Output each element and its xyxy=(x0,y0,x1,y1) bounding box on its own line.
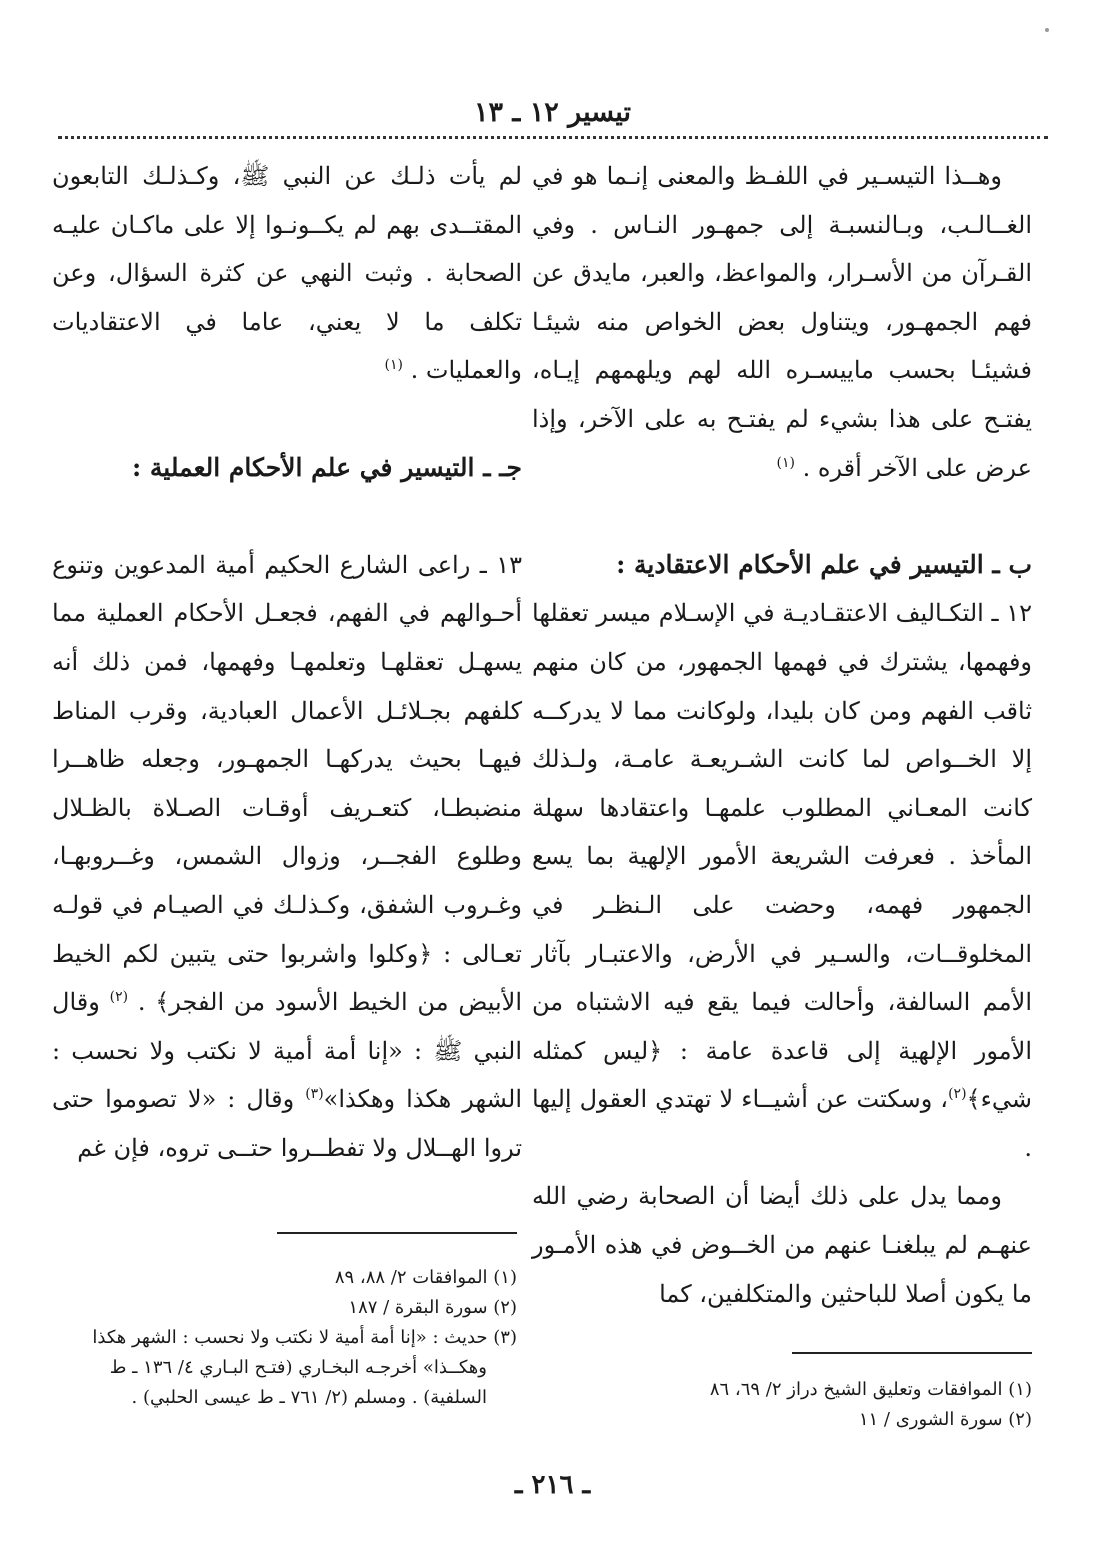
right-paragraph-1 xyxy=(532,152,1032,492)
spacer xyxy=(532,492,1032,541)
footnote-ref: (١) xyxy=(384,357,403,374)
running-header: تيسير ١٢ ـ ١٣ xyxy=(474,97,631,128)
right-paragraph-2 xyxy=(532,589,1032,1172)
left-paragraph-2-mid: وقال النبي ﷺ : «إنا أمة أمية لا نكتب ولا نحسب : الشهر هكذا وهكذا» xyxy=(52,988,523,1114)
spacer xyxy=(52,395,522,444)
page-number: ـ ٢١٦ ـ xyxy=(514,1470,591,1500)
left-paragraph-2-tail: وقال : «لا تصوموا حتى تروا الهــلال ولا تفطــروا حتــى تروه، فإن غم xyxy=(52,1085,522,1162)
footnote-2: (٢) سورة البقرة / ١٨٧ xyxy=(348,1297,517,1318)
footnote-rule-right xyxy=(792,1352,1032,1354)
right-paragraph-1-text: وهــذا التيسـير في اللفـظ والمعنى إنـما هو في الغــالـب، وبـالنسبـة إلى جمهـور النـاس . وفي القـرآن من الأسـرار، والمواعظ، والعبر، مايدق عن فهم الجمهـور، ويتناول بعض الخواص منه شيئـا فشيئـا بحسب ماييسـره الله لهم ويلهمهم إيـاه، يفتـح على هذا بشيء لم يفتـح به على الآخر، وإذا عرض على الآخر أقره . xyxy=(532,162,1032,482)
scan-speck xyxy=(1045,28,1049,32)
heading-b: ب ـ التيسير في علم الأحكام الاعتقادية : xyxy=(616,549,1032,579)
footnote-3-continued: السلفية) . ومسلم (٢/ ٧٦١ ـ ط عيسى الحلبي) . xyxy=(131,1387,487,1408)
left-paragraph-1-text: لم يأت ذلـك عن النبي ﷺ، وكـذلـك التابعون المقتــدى بهم لم يكــونـوا إلا على ماكـان عليـه الصحابة . وثبت النهي عن كثرة السؤال، وعن تكلف ما لا يعني، عاما في الاعتقاديات والعمليات . xyxy=(52,162,522,385)
footnote-ref: (٢) xyxy=(948,1086,967,1103)
footnote-3-continued: وهكــذا» أخرجـه البخـاري (فتـح البـاري ٤/ ١٣٦ ـ ط xyxy=(109,1357,487,1378)
right-paragraph-2-text: ١٢ ـ التكـاليف الاعتقـاديـة في الإسـلام ميسر تعقلها وفهمها، يشترك في فهمها الجمهور، من كان منهم ثاقب الفهم ومن كان بليدا، ولوكانت مما لا يدركــه إلا الخــواص لما كانت الشـريعـة عامـة، ولـذلك كانت المعـاني المطلوب علمهـا واعتقادها سهلة المأخذ . فعرفت الشريعة الأمور الإلهية بما يسع الجمهور فهمه، وحضت على الـنظـر في المخلوقــات، والسـير في الأرض، والاعتبـار بآثار الأمم السالفة، وأحالت فيما يقع فيه الاشتباه من الأمور الإلهية إلى قاعدة عامة : ﴿ليس كمثله شيء﴾ xyxy=(532,599,1032,1114)
left-column xyxy=(52,152,522,1172)
footnote-ref: (٣) xyxy=(305,1086,324,1103)
footnote-2: (٢) سورة الشورى / ١١ xyxy=(858,1409,1032,1430)
footnotes-left xyxy=(47,1263,517,1413)
right-paragraph-2-tail: ، وسكتت عن أشيــاء لا تهتدي العقول إليها . xyxy=(532,1085,1032,1162)
left-paragraph-1 xyxy=(52,152,522,395)
footnote-1: (١) الموافقات وتعليق الشيخ دراز ٢/ ٦٩، ٨٦ xyxy=(709,1379,1032,1400)
heading-c: جـ ـ التيسير في علم الأحكام العملية : xyxy=(131,452,522,482)
right-column xyxy=(532,152,1032,1318)
footnote-3: (٣) حديث : «إنا أمة أمية لا نكتب ولا نحسب : الشهر هكذا xyxy=(92,1327,517,1348)
footnotes-right xyxy=(552,1375,1032,1435)
footnote-1: (١) الموافقات ٢/ ٨٨، ٨٩ xyxy=(334,1267,517,1288)
header-dotted-rule xyxy=(58,136,1048,139)
left-paragraph-2 xyxy=(52,541,522,1173)
footnote-ref: (١) xyxy=(776,454,795,471)
footnote-rule-left xyxy=(277,1232,517,1234)
spacer xyxy=(52,492,522,541)
footnote-ref: (٢) xyxy=(109,989,129,1006)
right-paragraph-3: ومما يدل على ذلك أيضا أن الصحابة رضي الله عنهـم لم يبلغنـا عنهم من الخــوض في هذه الأمـور ما يكون أصلا للباحثين والمتكلفين، كما xyxy=(532,1182,1032,1308)
left-paragraph-2-text: ١٣ ـ راعى الشارع الحكيم أمية المدعوين وتنوع أحـوالهم في الفهم، فجعـل الأحكام العملية مما يسهـل تعقلهـا وتعلمهـا وفهمها، فمن ذلك أنه كلفهم بجـلائـل الأعمال العبادية، وقرب المناط فيهـا بحيث يدركهـا الجمهـور، وجعله ظاهــرا منضبطـا، كتعـريف أوقـات الصـلاة بالظـلال وطلوع الفجــر، وزوال الشمس، وغــروبهـا، وغـروب الشفق، وكـذلـك في الصيـام في قولـه تعـالى : ﴿وكلوا واشربوا حتى يتبين لكم الخيط الأبيض من الخيط الأسود من الفجر﴾ . xyxy=(52,550,522,1017)
